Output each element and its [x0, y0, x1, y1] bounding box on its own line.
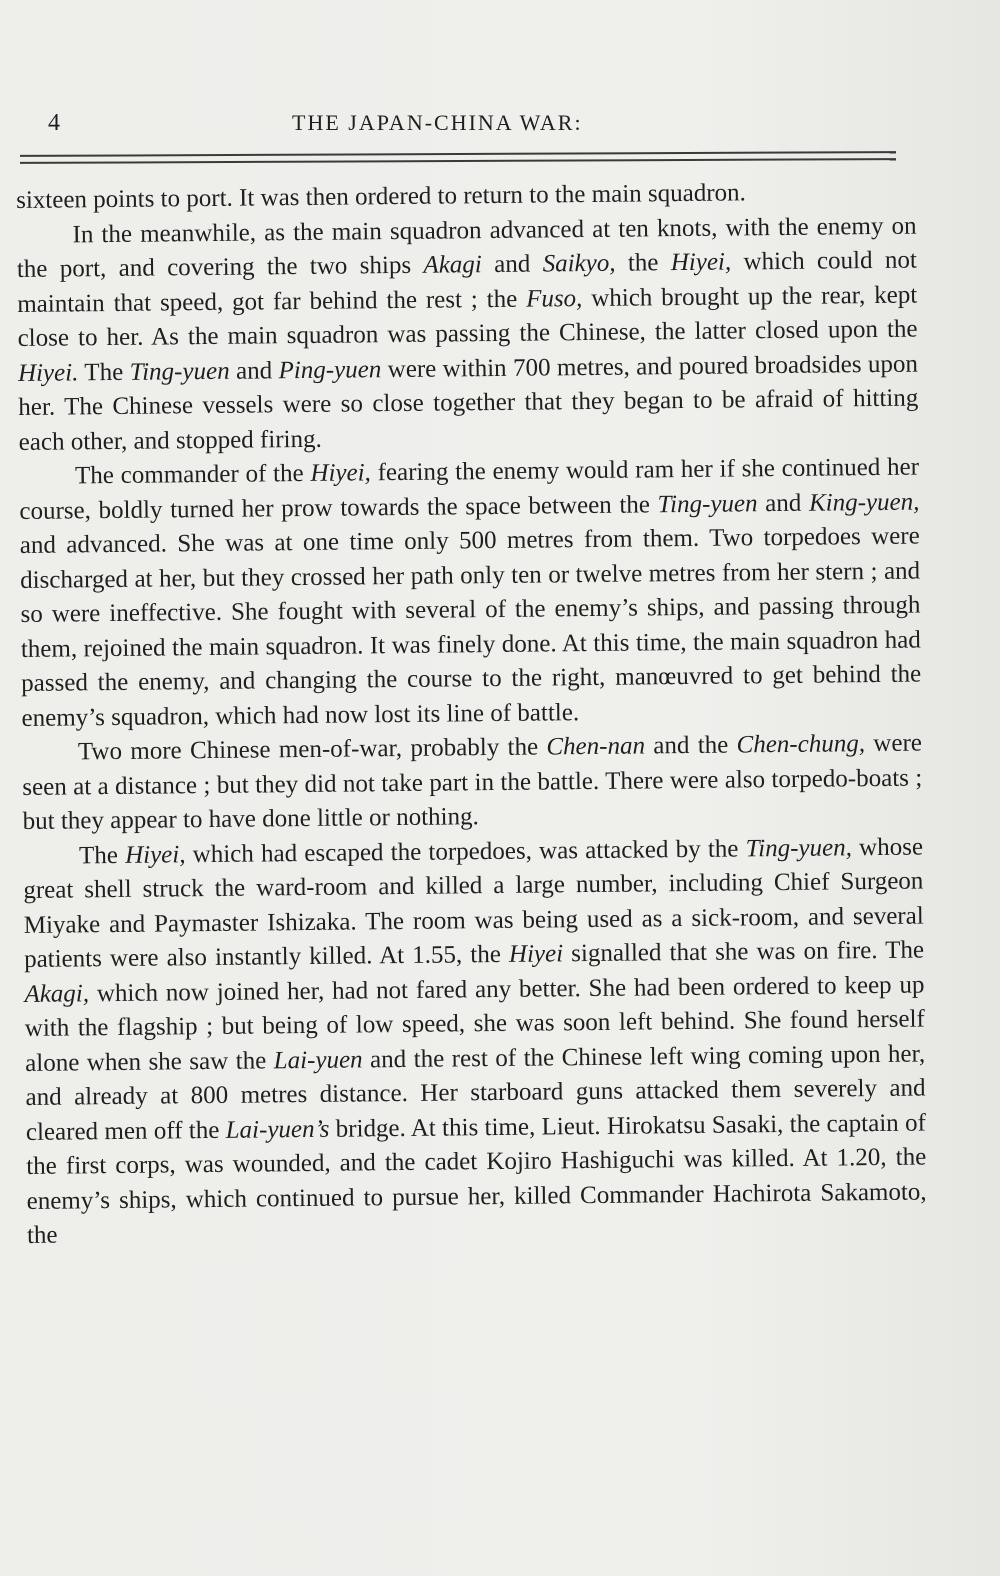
- text-run: The: [78, 841, 126, 869]
- text-run: Two more Chinese men-of-war, probably the: [77, 733, 547, 766]
- running-title: THE JAPAN-CHINA WAR:: [292, 110, 583, 135]
- ship-name: Ping-yuen: [278, 355, 382, 384]
- text-run: which had escaped the torpedoes, was attacked by the: [185, 834, 746, 868]
- ship-name: Hiyei.: [17, 358, 79, 387]
- text-run: and advanced. She was at one time only 500 metres from them. Two torpedoes were discharged at her, but they crossed her path only ten or twelve metres from her stern ; and so were ineffective. She fought with several of the enemy’s ships, and passing through them, rejoined the main squadron. It was finely done. At this time, the main squadron had passed the enemy, and changing the course to the right, manœuvred to get behind the enemy’s squadron, which had now lost its line of battle.: [19, 522, 922, 732]
- text-run: and: [481, 250, 543, 279]
- ship-name: Hiyei,: [310, 459, 371, 487]
- ship-name: Hiyei: [508, 940, 564, 968]
- header-rule-bottom: [20, 158, 896, 164]
- text-run: signalled that she was on fire. The: [562, 936, 925, 968]
- text-run: were seen at a distance ; but they did not take part in the battle. There were also torpedo-boats ; but they appear to have done little or nothing.: [22, 729, 923, 835]
- text-run: were within 700 metres, and poured broadsides upon her. The Chinese vessels were so close together that they began to be afraid of hitting each other, and stopped firing.: [18, 350, 919, 456]
- page-number: 4: [48, 110, 60, 136]
- text-run: which could not maintain that speed, got far behind the rest ; the: [17, 246, 917, 318]
- text-run: which brought up the rear, kept close to her. As the main squadron was passing the Chinese, the latter closed upon the: [17, 281, 918, 352]
- paragraph: [22, 727, 923, 840]
- text-run: bridge. At this time, Lieut. Hirokatsu Sasaki, the captain of the first corps, was wounded, and the cadet Kojiro Hashiguchi was killed. At 1.20, the enemy’s ships, which continued to pursue her, killed Commander Hachirota Sakamoto, the: [26, 1109, 927, 1249]
- ship-name: Akagi: [423, 251, 482, 279]
- text-run: and: [757, 489, 810, 517]
- ship-name: Saikyo,: [542, 249, 616, 278]
- ship-name: Ting-yuen,: [745, 833, 853, 862]
- text-run: The commander of the: [74, 459, 311, 490]
- ship-name: Akagi,: [24, 979, 90, 1008]
- ship-name: Hiyei,: [670, 248, 732, 277]
- paragraph: [23, 830, 927, 1253]
- text-run: and the rest of the Chinese left wing coming upon her, and already at 800 metres distance. Her starboard guns attacked them severely and cleared men off the: [25, 1040, 926, 1146]
- ship-name: Ting-yuen: [657, 489, 758, 518]
- text-run: which now joined her, had not fared any better. She had been ordered to keep up with the flagship ; but being of low speed, she was soon left behind. She found herself alone when she saw the: [24, 971, 925, 1077]
- ship-name: Chen-nan: [546, 732, 646, 761]
- ship-name: Lai-yuen: [273, 1045, 363, 1074]
- text-run: and: [229, 356, 279, 385]
- text-run: and the: [644, 731, 737, 760]
- ship-name: Fuso,: [525, 284, 583, 313]
- paragraph: [16, 209, 918, 460]
- ship-name: Lai-yuen’s: [225, 1115, 330, 1144]
- text-run: sixteen points to port. It was then ordered to return to the main squadron.: [16, 179, 746, 214]
- text-run: The: [78, 358, 130, 386]
- body-text: [16, 175, 927, 1254]
- ship-name: Hiyei,: [124, 840, 186, 869]
- ship-name: King-yuen,: [808, 488, 920, 517]
- text-run: the: [615, 249, 671, 277]
- running-head: [0, 104, 1000, 140]
- paragraph: [19, 451, 922, 736]
- header-rule-top: [20, 151, 896, 157]
- ship-name: Ting-yuen: [129, 357, 230, 386]
- text-run: fearing the enemy would ram her if she continued her course, boldly turned her prow towards the space between the: [19, 453, 920, 525]
- text-run: In the meanwhile, as the main squadron advanced at ten knots, with the enemy on the port, and covering the two ships: [16, 212, 917, 283]
- ship-name: Chen-chung,: [736, 730, 866, 759]
- text-run: whose great shell struck the ward-room and killed a large number, including Chief Surgeon Miyake and Paymaster Ishizaka. The room was being used as a sick-room, and several patients were also instantly killed. At 1.55, the: [23, 833, 924, 973]
